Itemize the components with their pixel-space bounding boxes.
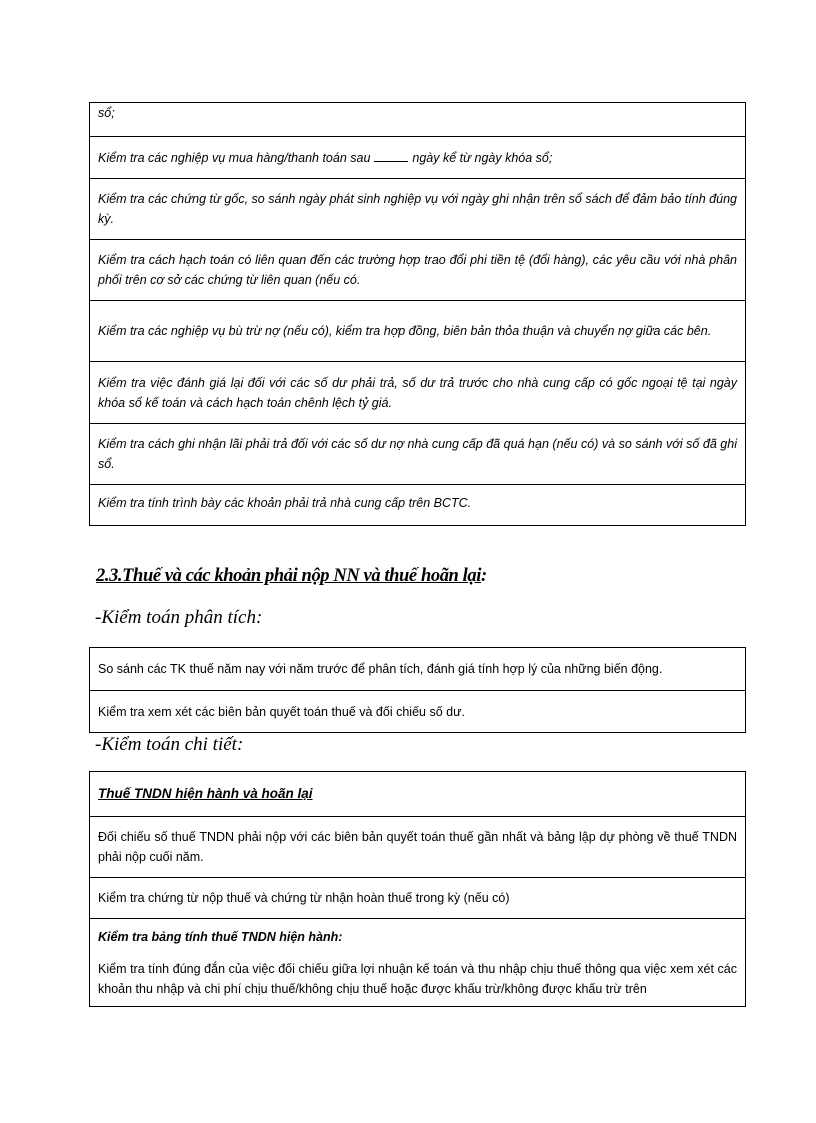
table-cell: Kiểm tra xem xét các biên bản quyết toán thuế và đối chiếu số dư. xyxy=(98,704,465,719)
table-cell: Kiểm tra chứng từ nộp thuế và chứng từ nhận hoàn thuế trong kỳ (nếu có) xyxy=(98,891,510,905)
table-row xyxy=(90,239,745,300)
audit-procedures-table-payables xyxy=(89,102,746,526)
table-cell: Kiểm tra các chứng từ gốc, so sánh ngày phát sinh nghiệp vụ với ngày ghi nhận trên sổ sách để đảm bảo tính đúng kỳ. xyxy=(98,192,737,226)
detailed-audit-label: -Kiểm toán chi tiết: xyxy=(95,734,244,755)
table-cell: Kiểm tra tính đúng đắn của việc đối chiếu giữa lợi nhuận kế toán và thu nhập chịu thuế thông qua việc xem xét các khoản thu nhập và chi phí chịu thuế/không chịu thuế hoặc được khấu trừ/không được khấu trừ trên xyxy=(98,962,737,996)
section-heading xyxy=(96,566,487,587)
table-cell: sổ; xyxy=(98,106,115,120)
table-row xyxy=(90,918,745,999)
table-row xyxy=(90,103,745,136)
table-cell: Kiểm tra tính trình bày các khoản phải trả nhà cung cấp trên BCTC. xyxy=(98,496,472,510)
table-row xyxy=(90,816,745,877)
table-cell: Kiểm tra các nghiệp vụ bù trừ nợ (nếu có), kiểm tra hợp đồng, biên bản thỏa thuận và chuyển nợ giữa các bên. xyxy=(98,324,712,338)
table-row xyxy=(90,648,745,690)
section-heading-colon: : xyxy=(481,566,487,586)
table-row xyxy=(90,423,745,484)
section-heading-text: 2.3.Thuế và các khoản phải nộp NN và thuế hoãn lại xyxy=(96,566,481,586)
table-row xyxy=(90,136,745,178)
table-cell: Kiểm tra cách hạch toán có liên quan đến các trường hợp trao đổi phi tiền tệ (đổi hàng), các yêu cầu với nhà phân phối trên cơ sở các chứng từ liên quan (nếu có. xyxy=(98,253,737,287)
table-title-row xyxy=(90,772,745,816)
cell-text-after-blank: ngày kể từ ngày khóa sổ; xyxy=(412,150,553,165)
table-row xyxy=(90,484,745,525)
table-row xyxy=(90,877,745,918)
analytical-audit-label: -Kiểm toán phân tích: xyxy=(95,607,263,628)
table-row xyxy=(90,690,745,732)
table-title: Thuế TNDN hiện hành và hoãn lại xyxy=(98,786,313,801)
table-cell: Đối chiếu số thuế TNDN phải nộp với các biên bản quyết toán thuế gần nhất và bảng lập dự phòng về thuế TNDN phải nộp cuối năm. xyxy=(98,830,737,864)
table-cell: So sánh các TK thuế năm nay với năm trước để phân tích, đánh giá tính hợp lý của những biến động. xyxy=(98,662,663,676)
table-cell: Kiểm tra việc đánh giá lại đối với các số dư phải trả, số dư trả trước cho nhà cung cấp có gốc ngoại tệ tại ngày khóa sổ kế toán và cách hạch toán chênh lệch tỷ giá. xyxy=(98,375,737,410)
table-cell xyxy=(98,148,737,168)
detailed-procedures-table xyxy=(89,771,746,1007)
table-cell-title: Kiểm tra bảng tính thuế TNDN hiện hành: xyxy=(98,930,343,944)
analytical-procedures-table xyxy=(89,647,746,733)
table-row xyxy=(90,361,745,423)
cell-text-before-blank: Kiểm tra các nghiệp vụ mua hàng/thanh toán sau xyxy=(98,150,371,165)
table-row xyxy=(90,178,745,239)
fill-in-blank xyxy=(374,151,408,162)
table-cell: Kiểm tra cách ghi nhận lãi phải trả đối với các số dư nợ nhà cung cấp đã quá hạn (nếu có) và so sánh với số đã ghi sổ. xyxy=(98,437,737,471)
table-row xyxy=(90,300,745,361)
